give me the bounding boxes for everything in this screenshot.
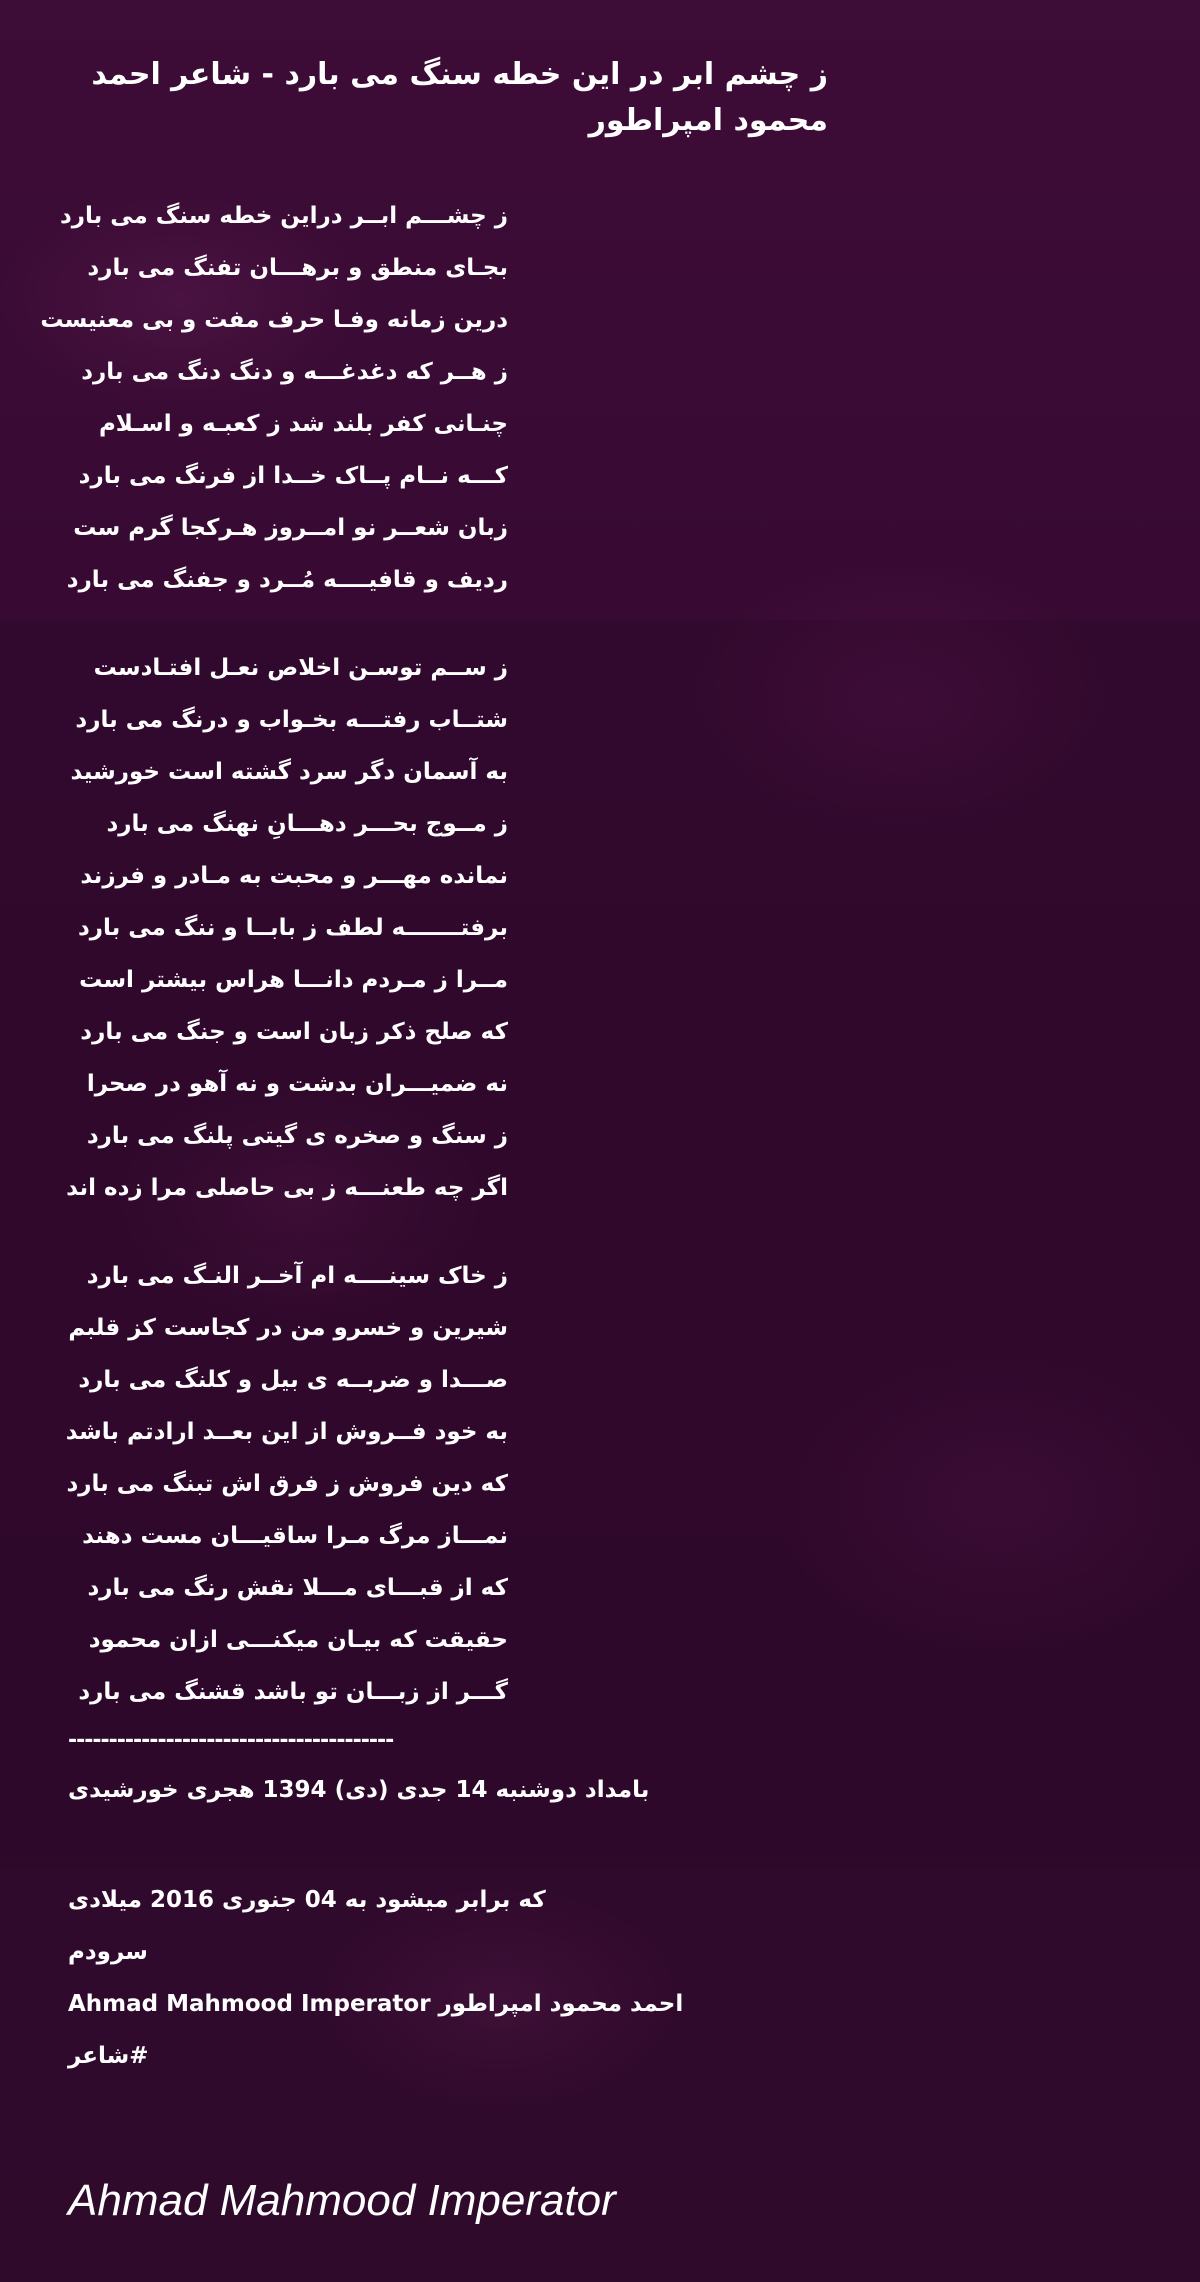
poet-hashtag: #شاعر [68,2043,149,2069]
poem-line: بجـای منطق و برهـــان تفنگ می بارد [87,255,508,281]
poem-line: حقیقت که بیـان میکنـــی ازان محمود [88,1627,508,1653]
spacer [68,1816,828,1874]
poem-line: ز مــوج بحـــر دهـــانِ نهنگ می بارد [106,811,508,837]
poem-line: به آسمان دگر سرد گشته است خورشید [70,759,508,785]
stanza-2 [68,642,828,1214]
poem-line: که از قبـــای مـــلا نقش رنگ می بارد [87,1575,508,1601]
stanza-1 [40,190,828,606]
poem-line: کـــه نــام پــاک خــدا از فرنگ می بارد [78,463,508,489]
author-line: احمد محمود امپراطور Ahmad Mahmood Imperator [68,1991,684,2017]
composed-line: سرودم [68,1939,148,1965]
stanza-3 [65,1250,828,1718]
poem-container [40,52,828,2082]
poem-line: نمـــاز مرگ مـرا ساقیـــان مست دهند [82,1523,508,1549]
poem-line: شتــاب رفتـــه بخـواب و درنگ می بارد [75,707,508,733]
poem-line: شیرین و خسرو من در کجاست کز قلبم [68,1315,508,1341]
author-signature: Ahmad Mahmood Imperator [68,2176,616,2225]
poem-line: گـــر از زبـــان تو باشد قشنگ می بارد [78,1679,508,1705]
poem-line: اگر چه طعنـــه ز بی حاصلی مرا زده اند [66,1175,508,1201]
poem-line: چنـانی کفر بلند شد ز کعبـه و اسـلام [98,411,508,437]
poem-line: که صلح ذکر زبان است و جنگ می بارد [80,1019,508,1045]
gregorian-date-line: که برابر میشود به 04 جنوری 2016 میلادی [68,1887,546,1913]
poem-line: درین زمانه وفـا حرف مفت و بی معنیست [40,307,508,333]
poem-line: زبان شعــر نو امــروز هـرکجا گرم ست [73,515,508,541]
poem-line: برفتـــــــه لطف ز بابــا و ننگ می بارد [77,915,508,941]
poem-line: نمانده مهـــر و محبت به مـادر و فرزند [80,863,508,889]
poem-line: صـــدا و ضربــه ی بیل و کلنگ می بارد [78,1367,508,1393]
poem-line: ز چشـــم ابــر دراین خطه سنگ می بارد [59,203,508,229]
date-line: بامداد دوشنبه 14 جدی (دی) 1394 هجری خورشیدی [68,1777,650,1803]
poem-title: ز چشم ابر در این خطه سنگ می بارد - شاعر احمد محمود امپراطور [91,57,828,138]
poem-line: به خود فــروش از این بعــد ارادتم باشد [65,1419,508,1445]
poem-line: که دین فروش ز فرق اش تبنگ می بارد [66,1471,508,1497]
poem-line: مــرا ز مـردم دانـــا هراس بیشتر است [79,967,508,993]
poem-line: ز ســم توسـن اخلاص نعـل افتـادست [93,655,508,681]
separator-line: ---------------------------------------- [68,1728,394,1753]
poem-line: نه ضمیـــران بدشت و نه آهو در صحرا [86,1071,508,1097]
poem-line: ز هــر که دغدغـــه و دنگ دنگ می بارد [81,359,508,385]
poem-line: ز سنگ و صخره ی گیتی پلنگ می بارد [86,1123,508,1149]
poem-line: ز خاک سینــــه ام آخــر النـگ می بارد [86,1263,508,1289]
poem-line: ردیف و قافیــــه مُــرد و جفنگ می بارد [66,567,508,593]
